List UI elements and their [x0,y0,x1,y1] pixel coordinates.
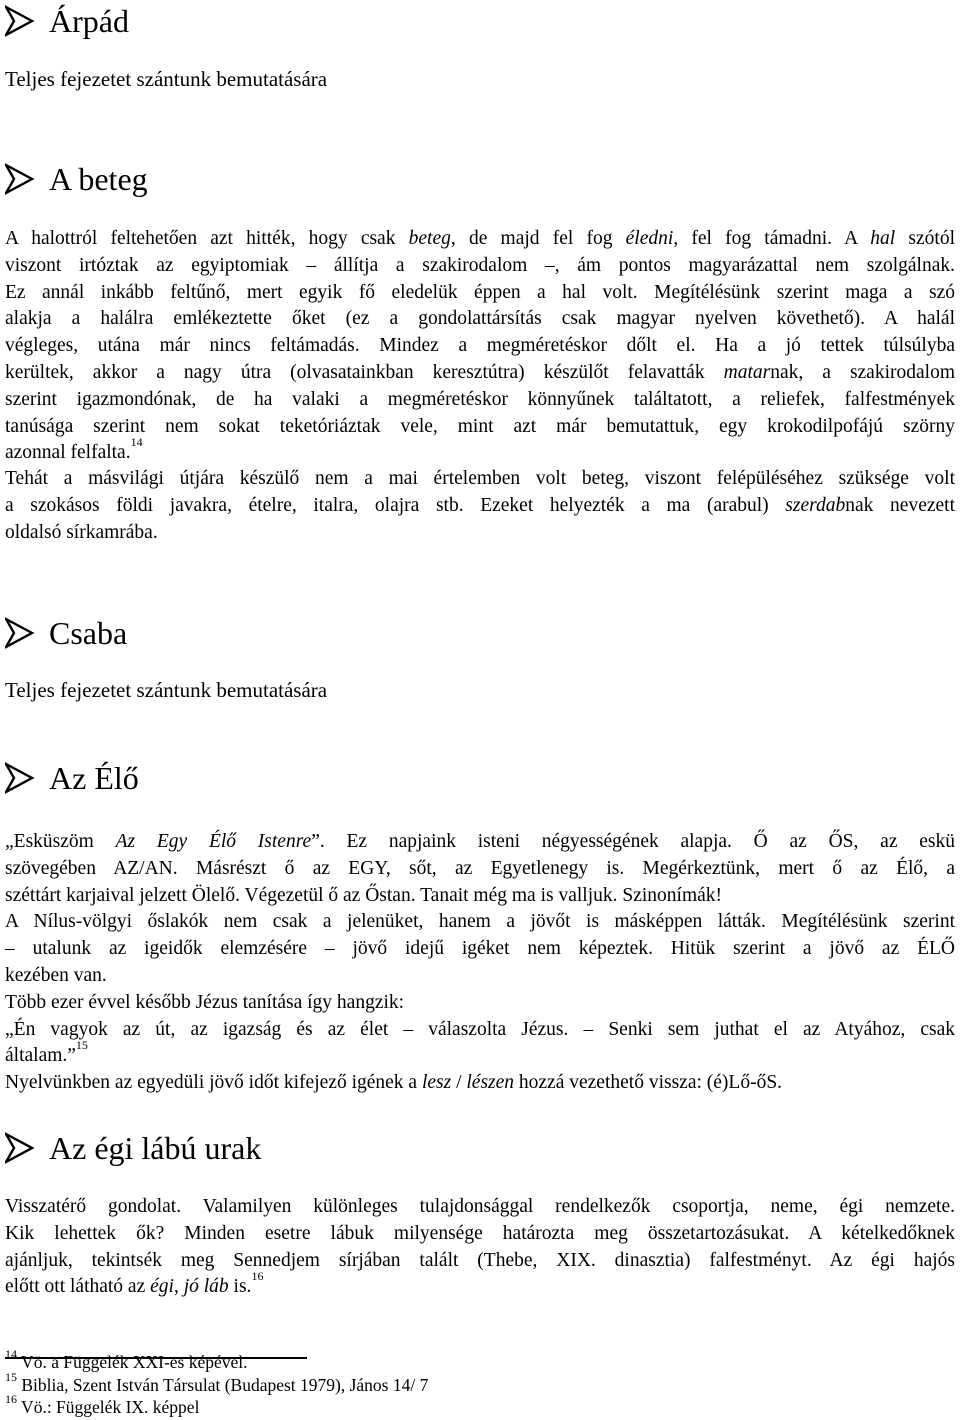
footnote-number: 16 [5,1392,17,1406]
footnote-ref: 16 [251,1269,264,1284]
section-title: Az égi lábú urak [49,1130,262,1166]
section-subtitle: Teljes fejezetet szántunk bemutatására [5,67,328,91]
section-subtitle: Teljes fejezetet szántunk bemutatására [5,678,328,702]
section-heading-elo [5,759,139,797]
paragraph-beteg-1: A halottról feltehetően azt hitték, hogy csak beteg, de majd fel fog éledni, fel fog támadni. A hal szótól viszont irtóztak az egyiptomiak – állítja a szakirodalom –, ám pontos magyarázattal nem szolgálnak. Ez annál inkább feltűnő, mert egyik fő eledelük éppen a hal volt. Megítélésünk szerint maga a szó alakja a halálra emlékeztette őket (ez a gondolattársítás csak magyar nyelven követhető). A halál végleges, utána már nincs feltámadás. Mindez a megméretéskor dőlt el. Ha a jó tettek túlsúlyba kerültek, akkor a nagy útra (olvasatainkban keresztútra) készülőt felavatták matarnak, a szakirodalom szerint igazmondónak, de ha valaki a megméretéskor könnyűnek találtatott, a reliefek, falfestmények tanúsága szerint nem sokat teketóriáztak vele, mint azt már bemutattuk, egy krokodilpofájú szörny azonnal felfalta.$^{14}$ [5,228,955,464]
section-heading-egi [5,1129,261,1167]
footnote-ref: 15 [75,1038,88,1053]
paragraph-egi: Visszatérő gondolat. Valamilyen különleges tulajdonsággal rendelkezők csoportja, neme, égi nemzete. Kik lehettek ők? Minden esetre lábuk milyensége határozta meg összetartozásukat. A kételkedőknek ajánljuk, tekintsék meg Sennedjem sírjában talált (Thebe, XIX. dinasztia) falfestményt. Az égi hajós előtt ott látható az égi, jó láb is.$^{16}$ [5,1196,955,1298]
paragraph-beteg-2: Tehát a másvilági útjára készülő nem a mai értelemben volt beteg, viszont felépüléséhez szüksége volt a szokásos földi javakra, ételre, italra, olajra stb. Ezeket helyezték a ma (arabul) szerdabnak nevezett oldalsó sírkamrába. [5,468,955,543]
footnote-16: $^{16}$ Vö.: Függelék IX. képpel [5,1392,200,1417]
footnote-15: $^{15}$ Biblia, Szent István Társulat (Budapest 1979), János 14/ 7 [5,1370,429,1395]
paragraph-elo: „Esküszöm Az Egy Élő Istenre”. Ez napjaink isteni négyességének alapja. Ő az ŐS, az eskü szövegében AZ/AN. Másrészt ő az EGY, sőt, az Egyetlenegy is. Megérkeztünk, mert ő az Élő, a széttárt karjaival jelzett Ölelő. Végezetül ő az Őstan. Tanait még ma is valljuk. Szinonímák! A Nílus-völgyi őslakók nem csak a jelenüket, hanem a jövőt is másképpen látták. Megítélésünk szerint – utalunk az igeidők elemzésére – jövő idejű igéket nem képeztek. Hitük szerint a jövő az ÉLŐ kezében van. Több ezer évvel később Jézus tanítása így hangzik: „Én vagyok az út, az igazság és az élet – válaszolta Jézus. – Senki sem juthat el az Atyához, csak általam.”$^{15}$ Nyelvünkben az egyedüli jövő időt kifejező igének a lesz / lészen hozzá vezethető vissza: (é)Lő-őS. [5,831,955,1094]
section-heading-beteg [5,160,148,198]
section-heading-csaba [5,614,127,652]
footnote-number: 15 [5,1370,17,1384]
footnote-ref: 14 [130,435,143,450]
section-title: A beteg [49,161,148,197]
section-title: Árpád [49,3,129,39]
section-heading-arpad [5,2,129,40]
footnote-14: $^{14}$ Vö. a Függelék XXI-es képével. [5,1347,248,1372]
section-title: Csaba [49,615,128,651]
footnote-number: 14 [5,1347,17,1361]
section-title: Az Élő [49,760,139,796]
